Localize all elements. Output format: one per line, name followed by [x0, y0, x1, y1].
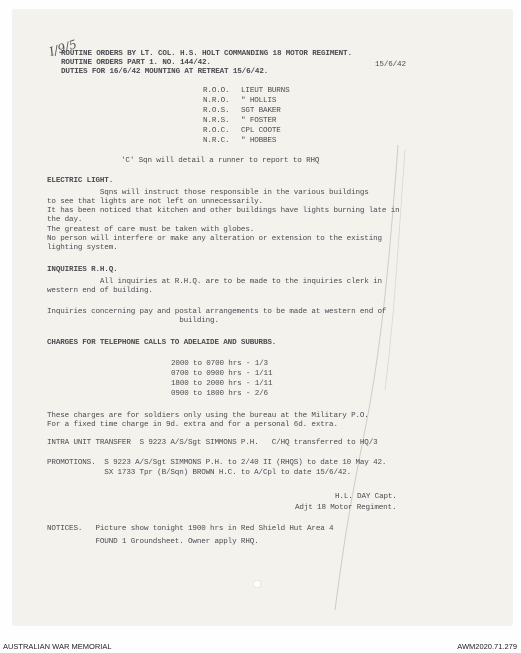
signature-name: H.L. DAY Capt. — [335, 493, 397, 501]
duty-name: CPL COOTE — [241, 127, 281, 135]
duty-role: N.R.C. — [203, 137, 230, 145]
duty-name: SGT BAKER — [241, 107, 281, 115]
body-line: the day. — [47, 216, 83, 224]
promotions-line-2: SX 1733 Tpr (B/Sqn) BROWN H.C. to A/Cpl to date 15/6/42. — [47, 469, 352, 477]
duty-name: " FOSTER — [241, 117, 277, 125]
body-line: Sqns will instruct those responsible in the various buildings — [47, 189, 369, 197]
promotions-line-1: PROMOTIONS. S 9223 A/S/Sgt SIMMONS P.H. to 2/40 II (RHQS) to date 10 May 42. — [47, 459, 387, 467]
notices-line-1: NOTICES. Picture show tonight 1900 hrs in Red Shield Hut Area 4 — [47, 525, 334, 533]
duty-name: " HOBBES — [241, 137, 277, 145]
duty-role: R.O.S. — [203, 107, 230, 115]
duty-role: R.O.O. — [203, 87, 230, 95]
footer-institution: AUSTRALIAN WAR MEMORIAL — [3, 642, 112, 651]
body-line: lighting system. — [47, 244, 118, 252]
duty-role: N.R.S. — [203, 117, 230, 125]
duty-name: " HOLLIS — [241, 97, 277, 105]
body-line: For a fixed time charge in 9d. extra and for a personal 6d. extra. — [47, 421, 338, 429]
rate-line: 0900 to 1800 hrs - 2/6 — [171, 390, 268, 398]
punch-hole — [253, 580, 261, 588]
header-line-2: ROUTINE ORDERS PART 1. NO. 144/42. — [61, 59, 211, 67]
inquiries-heading: INQUIRIES R.H.Q. — [47, 266, 118, 274]
footer-bar — [0, 641, 521, 653]
document-page — [13, 10, 512, 625]
electric-light-heading: ELECTRIC LIGHT. — [47, 177, 114, 185]
body-line: These charges are for soldiers only using the bureau at the Military P.O. — [47, 412, 369, 420]
body-line: It has been noticed that kitchen and other buildings have lights burning late in — [47, 207, 400, 215]
footer-accession-number: AWM2020.71.279 — [457, 642, 517, 651]
runner-note: 'C' Sqn will detail a runner to report to RHQ — [121, 157, 320, 165]
transfer-line: INTRA UNIT TRANSFER S 9223 A/S/Sgt SIMMONS P.H. C/HQ transferred to HQ/3 — [47, 439, 378, 447]
body-line: to see that lights are not left on unnecessarily. — [47, 198, 263, 206]
rate-line: 0700 to 0900 hrs - 1/11 — [171, 370, 273, 378]
body-line: The greatest of care must be taken with globes. — [47, 226, 255, 234]
duty-name: LIEUT BURNS — [241, 87, 290, 95]
duty-role: N.R.O. — [203, 97, 230, 105]
header-line-1: ROUTINE ORDERS BY LT. COL. H.S. HOLT COMMANDING 18 MOTOR REGIMENT. — [61, 50, 352, 58]
rate-line: 2000 to 0700 hrs - 1/3 — [171, 360, 268, 368]
rate-line: 1800 to 2000 hrs - 1/11 — [171, 380, 273, 388]
signature-title: Adjt 18 Motor Regiment. — [295, 504, 397, 512]
body-line: No person will interfere or make any alteration or extension to the existing — [47, 235, 382, 243]
header-date: 15/6/42 — [375, 61, 406, 69]
header-line-3: DUTIES FOR 16/6/42 MOUNTING AT RETREAT 15/6/42. — [61, 68, 269, 76]
duty-role: R.O.C. — [203, 127, 230, 135]
notices-line-2: FOUND 1 Groundsheet. Owner apply RHQ. — [47, 538, 259, 546]
handwritten-reference: I/9/5 — [47, 36, 79, 60]
telephone-heading: CHARGES FOR TELEPHONE CALLS TO ADELAIDE AND SUBURBS. — [47, 339, 277, 347]
body-line: All inquiries at R.H.Q. are to be made to the inquiries clerk in — [47, 278, 382, 286]
body-line: building. — [47, 317, 219, 325]
body-line: Inquiries concerning pay and postal arrangements to be made at western end of — [47, 308, 387, 316]
body-line: western end of building. — [47, 287, 153, 295]
